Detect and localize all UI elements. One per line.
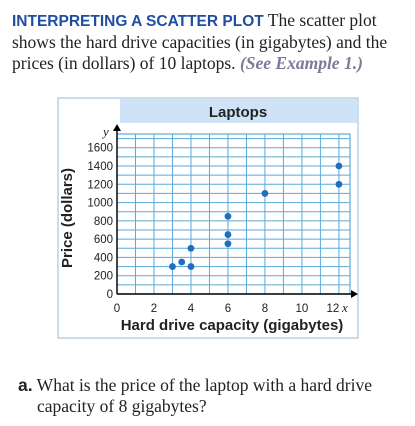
data-point — [336, 181, 343, 188]
data-point — [225, 213, 232, 220]
data-point — [225, 240, 232, 247]
y-tick-label: 200 — [93, 270, 113, 283]
x-tick-label: 10 — [295, 303, 309, 315]
x-axis-label: Hard drive capacity (gigabytes) — [120, 317, 344, 334]
x-tick-label: 12 — [326, 303, 340, 315]
data-point — [188, 263, 195, 270]
y-tick-label: 600 — [93, 234, 113, 247]
x-tick-label: 8 — [261, 303, 269, 315]
x-axis-letter: x — [342, 300, 348, 315]
x-tick-label: 6 — [224, 303, 232, 315]
data-point — [178, 259, 185, 266]
grid-lines — [117, 134, 350, 294]
data-point — [336, 163, 343, 170]
plot-area — [117, 134, 350, 294]
question-line-1: What is the price of the laptop with a hard drive — [36, 375, 372, 395]
y-axis-letter: y — [103, 124, 109, 139]
intro-text: The scatter plot shows the hard drive capacities (in gigabytes) and the prices (in dollars) of 10 laptops. — [12, 10, 388, 73]
data-point — [188, 245, 195, 252]
y-tick-label: 400 — [93, 252, 113, 265]
data-point — [225, 231, 232, 238]
y-axis-label: Price (dollars) — [59, 167, 76, 269]
y-tick-label: 1200 — [87, 179, 113, 192]
exercise-heading: INTERPRETING A SCATTER PLOT — [12, 13, 264, 30]
y-tick-label: 1600 — [87, 142, 113, 155]
y-tick-label: 1000 — [87, 197, 113, 210]
example-reference: (See Example 1.) — [239, 53, 363, 73]
x-tick-label: 2 — [150, 303, 158, 315]
question-letter: a. — [18, 375, 33, 395]
x-tick-label: 4 — [187, 303, 195, 315]
data-point — [262, 190, 269, 197]
y-tick-label: 0 — [106, 289, 113, 301]
data-point — [169, 263, 176, 270]
y-tick-label: 800 — [93, 215, 113, 228]
question-a — [18, 375, 408, 417]
chart-title: Laptops — [208, 104, 268, 121]
y-tick-label: 1400 — [87, 161, 113, 173]
x-tick-label: 0 — [113, 303, 121, 315]
question-line-2: capacity of 8 gigabytes? — [37, 396, 207, 416]
